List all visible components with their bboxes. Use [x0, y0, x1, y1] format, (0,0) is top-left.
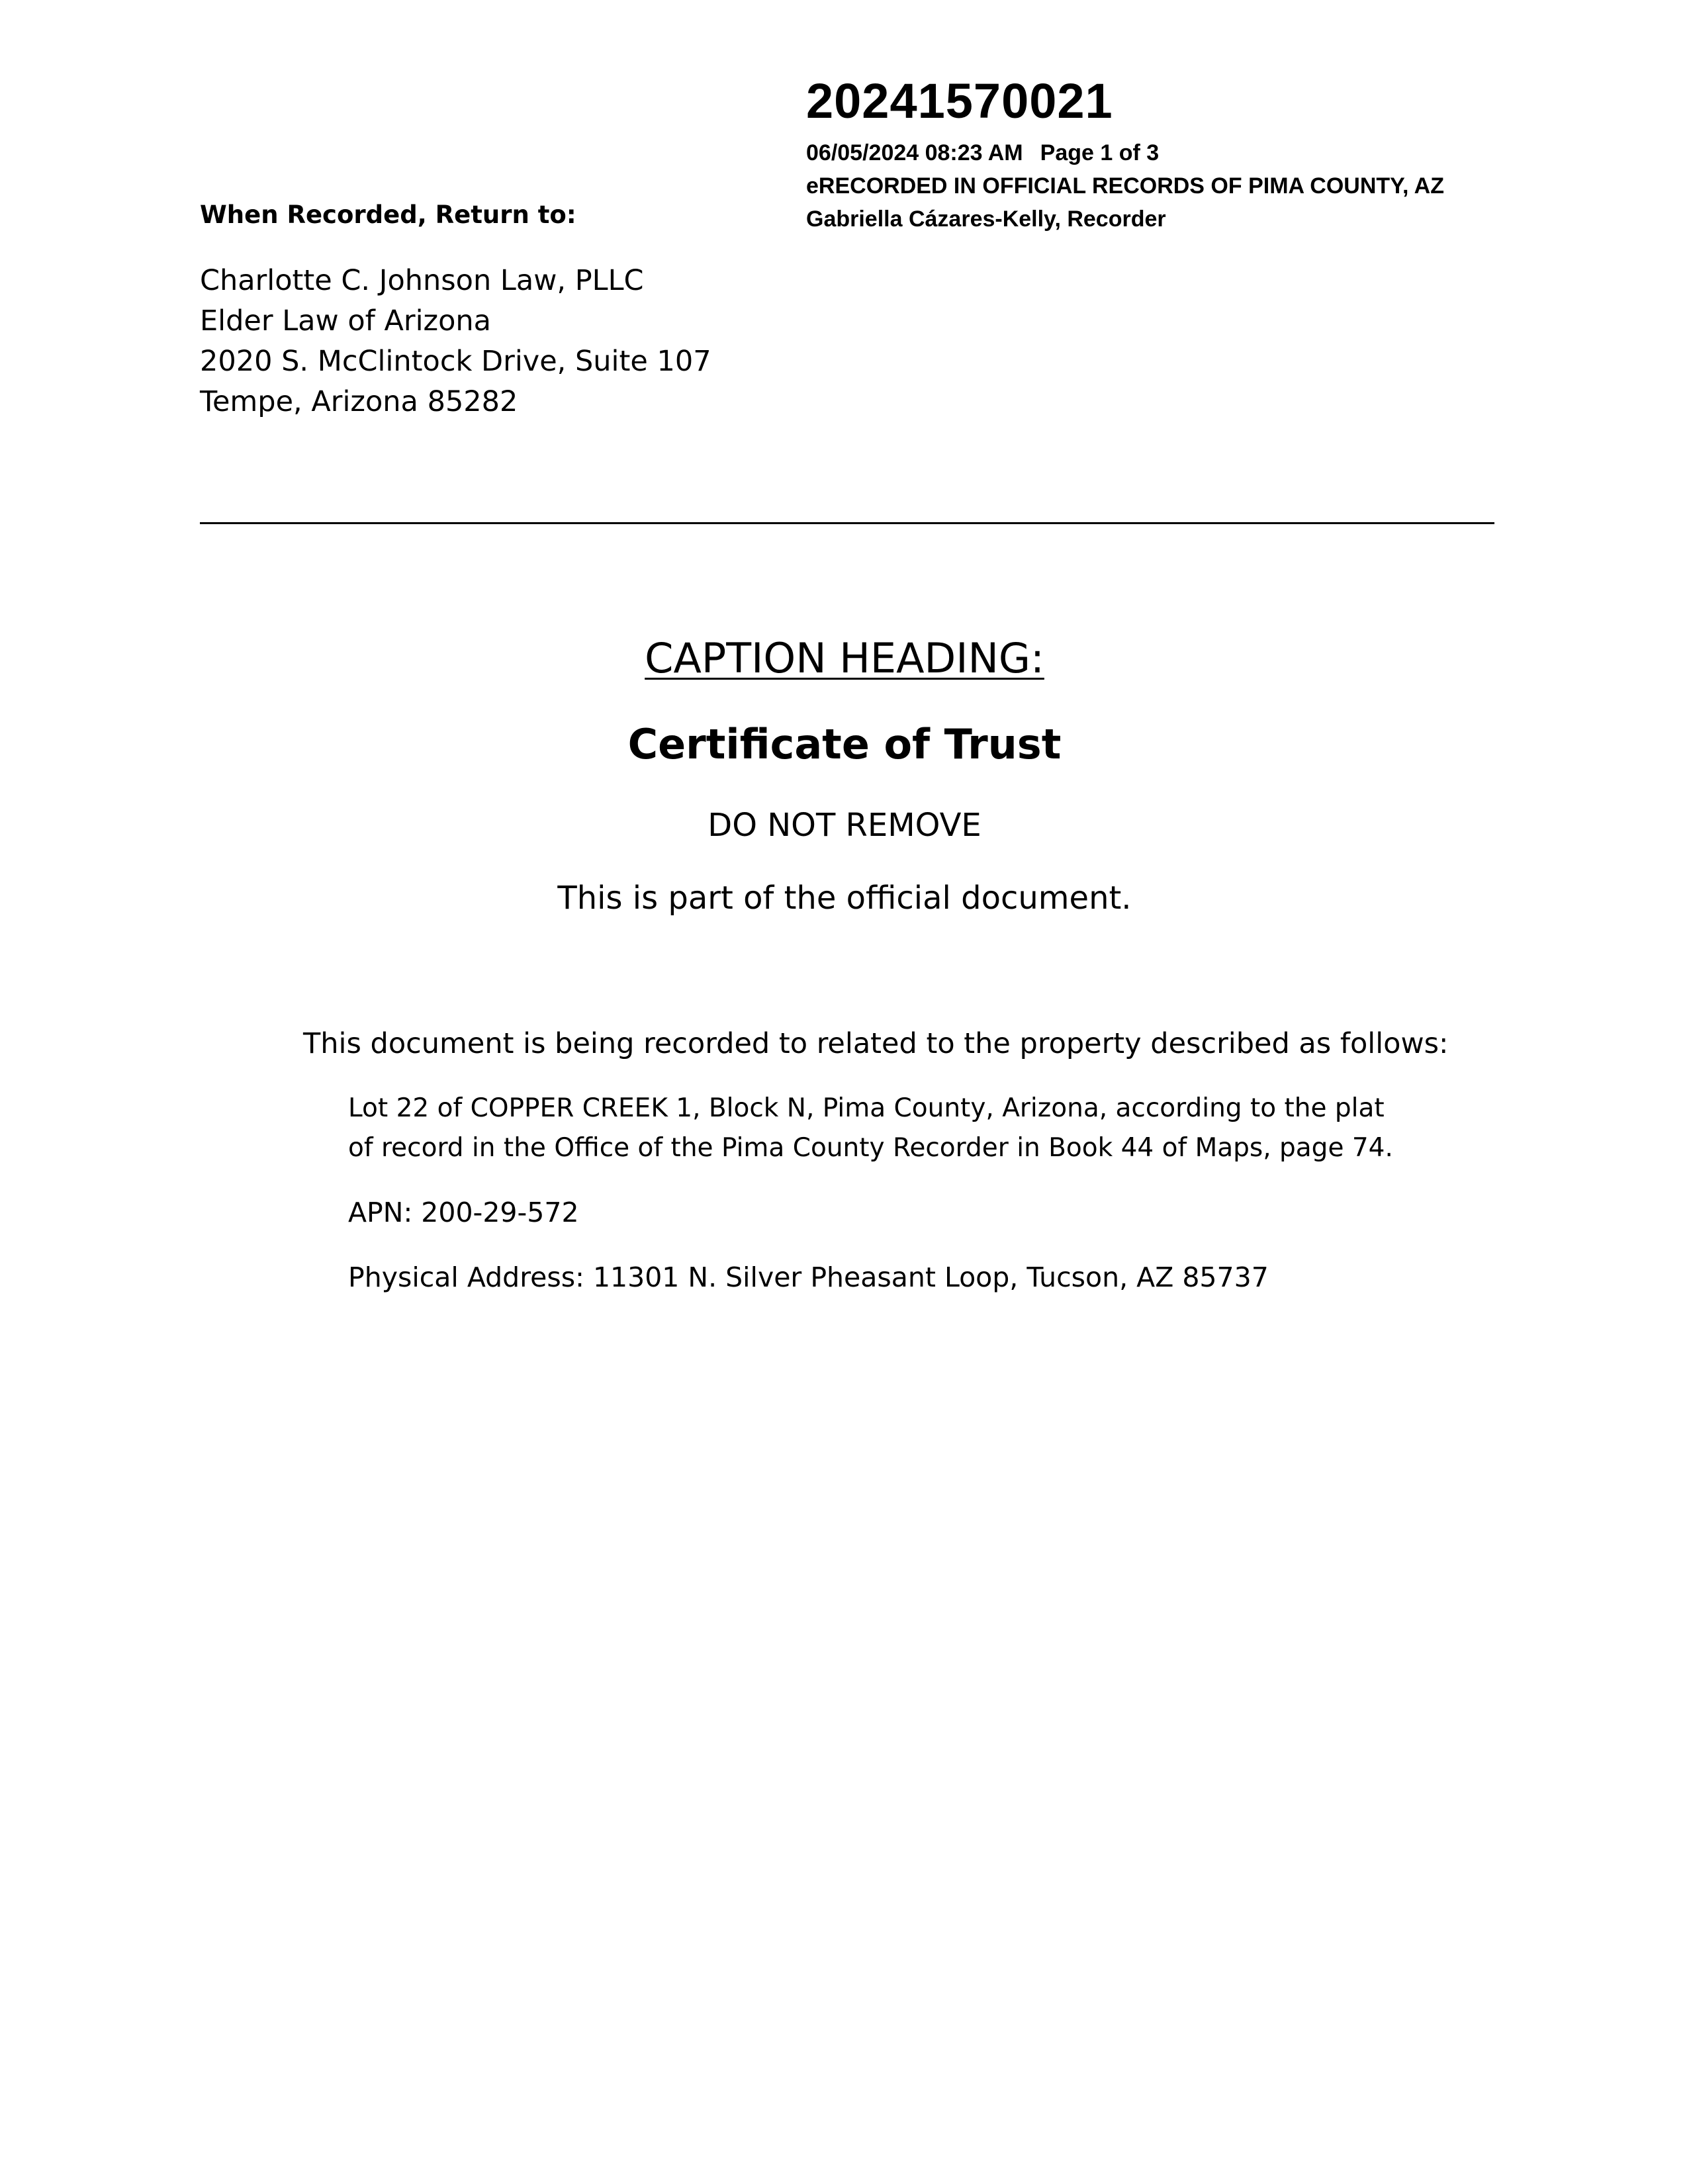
legal-description-line: Lot 22 of COPPER CREEK 1, Block N, Pima County, Arizona, according to the plat	[348, 1093, 1385, 1123]
document-number: 20241570021	[806, 73, 1113, 128]
physical-address: Physical Address: 11301 N. Silver Pheasant Loop, Tucson, AZ 85737	[348, 1261, 1269, 1293]
document-title: Certificate of Trust	[627, 720, 1062, 768]
recording-stamp	[806, 71, 1554, 236]
do-not-remove-notice: DO NOT REMOVE	[708, 807, 981, 844]
apn-number: APN: 200-29-572	[348, 1197, 579, 1228]
caption-heading: CAPTION HEADING:	[645, 634, 1044, 682]
recording-date-line	[806, 136, 1554, 169]
recorded-official-records-line: eRECORDED IN OFFICIAL RECORDS OF PIMA COUNTY, AZ	[806, 173, 1445, 199]
legal-description-line: of record in the Office of the Pima County Recorder in Book 44 of Maps, page 74.	[348, 1133, 1393, 1163]
property-intro: This document is being recorded to related to the property described as follows:	[303, 1027, 1449, 1060]
return-address-line: Charlotte C. Johnson Law, PLLC	[200, 264, 644, 297]
official-document-note: This is part of the official document.	[557, 880, 1132, 917]
return-address-line: Tempe, Arizona 85282	[200, 385, 518, 418]
recording-date-time: 06/05/2024 08:23 AM	[806, 140, 1023, 165]
return-address-line: 2020 S. McClintock Drive, Suite 107	[200, 345, 711, 378]
horizontal-divider	[200, 522, 1494, 524]
page-info: Page 1 of 3	[1040, 140, 1160, 165]
recorder-name-line: Gabriella Cázares-Kelly, Recorder	[806, 206, 1166, 232]
return-to-label: When Recorded, Return to:	[200, 201, 576, 229]
legal-description	[348, 1089, 1393, 1168]
return-address-line: Elder Law of Arizona	[200, 304, 491, 338]
return-to-address	[200, 261, 711, 422]
